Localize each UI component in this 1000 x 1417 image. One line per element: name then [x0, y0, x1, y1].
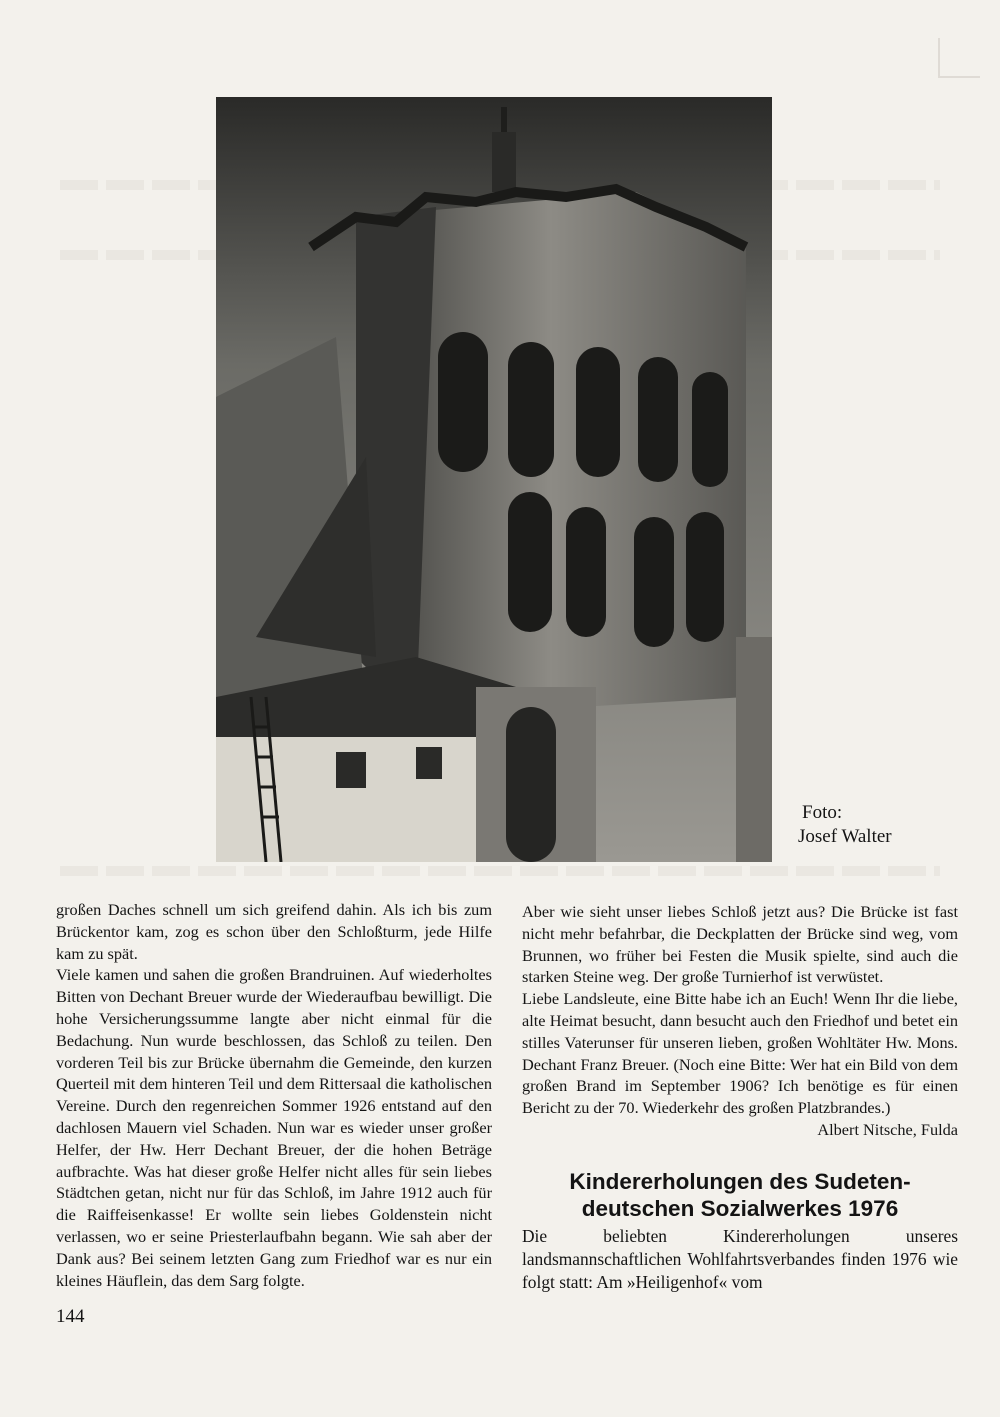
article-signature: Albert Nitsche, Fulda — [817, 1119, 958, 1139]
article-paragraph: Aber wie sieht unser liebes Schloß jetzt aus? Die Brücke ist fast nicht mehr befahrbar, die Deckplatten der Brücke sind weg, vom Brunnen, wo früher bei Festen die Musik spielte, sind auch die starken Steine weg. Der große Turnierhof ist verwüstet. — [522, 902, 958, 987]
article-right-column — [522, 901, 958, 1141]
caption-photographer: Josef Walter — [798, 826, 892, 847]
next-article-lede: Die beliebten Kindererholungen unseres landsmannschaftlichen Wohlfahrtsverbandes finden 1976 wie folgt statt: Am »Heiligenhof« vom — [522, 1226, 958, 1292]
article-left-column — [56, 899, 492, 1291]
castle-ruin-photo — [216, 97, 772, 862]
bleed-through-line — [60, 866, 940, 876]
photo-caption — [798, 801, 892, 849]
article-paragraph: großen Daches schnell um sich greifend dahin. Als ich bis zum Brückentor kam, zog es schon über den Schloßturm, jede Hilfe kam zu spät. — [56, 900, 492, 963]
heading-line: Kindererholungen des Sudeten- — [569, 1169, 911, 1194]
page-number: 144 — [56, 1306, 85, 1327]
article-paragraph: Viele kamen und sahen die großen Brandruinen. Auf wiederholtes Bitten von Dechant Breuer wurde der Wiederaufbau bewilligt. Die hohe Versicherungssumme langte aber nicht einmal für die Bedachung. Nun wurde beschlossen, das Schloß zu teilen. Den vorderen Teil bis zur Brücke übernahm die Gemeinde, den kurzen Querteil mit dem hinteren Teil und dem Rittersaal die katholischen Vereine. Durch den regenreichen Sommer 1926 entstand auf den dachlosen Mauern viel Schaden. Nun war es wieder unser großer Helfer, der Hw. Herr Dechant Breuer, der die hohen Beträge aufbrachte. Was hat dieser große Helfer nicht alles für sein liebes Städtchen getan, nicht nur für das Schloß, im Jahre 1912 auch für die Raiffeisenkasse! Er wollte sein liebes Goldenstein nicht verlassen, wo er seine Priesterlaufbahn begann. Wie sah aber der Dank aus? Bei seinem letzten Gang zum Friedhof war es nur ein kleines Häuflein, das dem Sarg folgte. — [56, 965, 492, 1290]
castle-ruin-illustration — [216, 97, 772, 862]
caption-label: Foto: — [802, 802, 843, 823]
heading-line: deutschen Sozialwerkes 1976 — [581, 1196, 899, 1221]
next-article-heading — [522, 1168, 958, 1222]
article-paragraph: Liebe Landsleute, eine Bitte habe ich an Euch! Wenn Ihr die liebe, alte Heimat besucht, dann besucht auch den Friedhof und betet ein stilles Vaterunser für unseren lieben, großen Wohltäter Hw. Mons. Dechant Franz Breuer. (Noch eine Bitte: Wer hat ein Bild von dem großen Brand im September 1906? Ich benötige es für einen Bericht zu der 70. Wiederkehr des großen Platzbrandes.) — [522, 989, 958, 1118]
margin-mark — [938, 38, 980, 78]
